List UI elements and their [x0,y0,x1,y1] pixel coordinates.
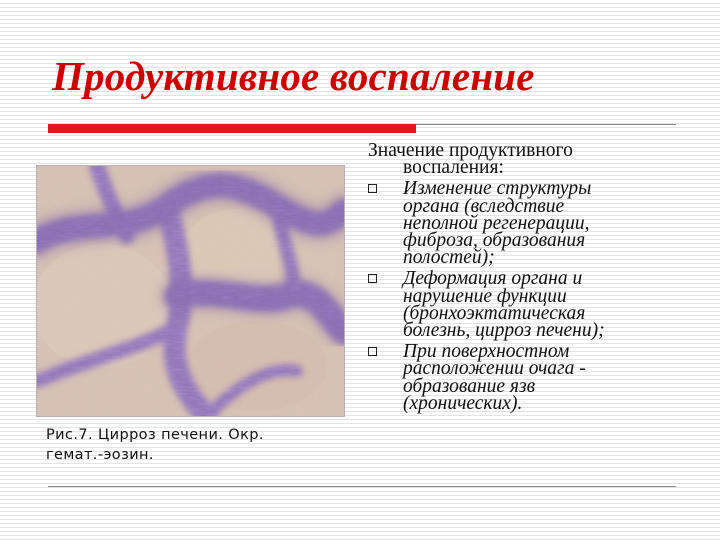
title-thin-rule [416,124,676,125]
caption-line: гемат.-эозин. [46,447,154,463]
list-item [368,268,678,342]
heading-line: Значение продуктивного [368,140,573,161]
footer-rule [48,486,676,487]
list-item-line: неполной регенерации, [403,212,590,234]
list-item-line: расположении очага - [403,358,586,380]
list-item-line: Деформация органа и [403,268,583,290]
liver-cirrhosis-micrograph [36,165,345,417]
list-item-line: образование язв [403,375,536,397]
heading-line: воспаления: [403,157,504,179]
slide-title: Продуктивное воспаление [52,53,535,99]
content-block [368,142,678,412]
list-item-line: болезнь, цирроз печени); [403,320,605,342]
list-item-line: полостей); [403,247,495,269]
list-item-line: фиброза, образования [403,230,586,252]
list-item-line: нарушение функции [403,285,567,307]
list-item-line: органа (вследствие [403,195,565,217]
title-accent-rule [48,124,416,133]
hollow-square-bullet-icon [368,274,377,283]
content-heading [368,140,678,179]
hollow-square-bullet-icon [368,347,377,356]
list-item [368,343,678,412]
list-item-line: (хронических). [403,392,523,414]
list-item [368,178,678,269]
figure-caption [46,425,346,465]
list-item-line: (бронхоэктатическая [403,302,586,324]
list-item-line: Изменение структуры [403,178,592,200]
bullet-list [368,180,678,412]
list-item-line: При поверхностном [403,341,570,363]
hollow-square-bullet-icon [368,184,377,193]
caption-line: Рис.7. Цирроз печени. Окр. [46,427,264,443]
